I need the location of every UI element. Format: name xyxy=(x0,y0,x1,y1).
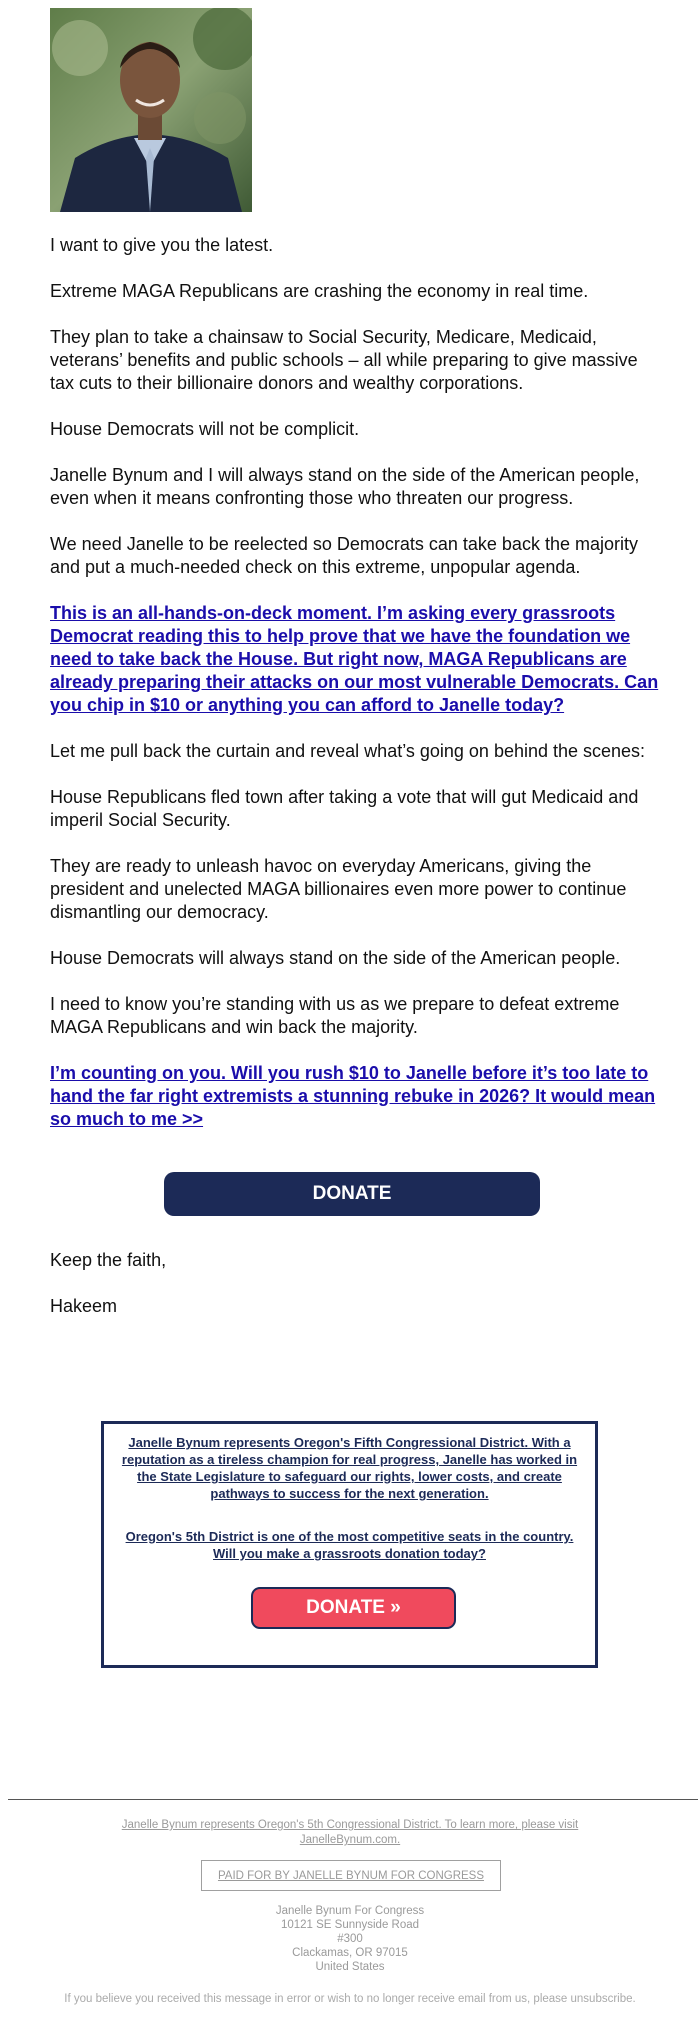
paragraph: Janelle Bynum and I will always stand on the side of the American people, even when it means confronting those who threaten our progress. xyxy=(50,465,640,508)
paragraph: House Republicans fled town after taking a vote that will gut Medicaid and imperil Social Security. xyxy=(50,787,639,830)
address-line: #300 xyxy=(337,1933,363,1945)
signature: Hakeem xyxy=(50,1296,118,1316)
donation-link-1[interactable]: This is an all-hands-on-deck moment. I’m asking every grassroots Democrat reading this to help prove that we have the foundation we need to take back the House. But right now, MAGA Republicans are already preparing their attacks on our most vulnerable Democrats. Can you chip in $10 or anything you can afford to Janelle today? xyxy=(50,603,659,715)
promo-donate-button[interactable]: DONATE » xyxy=(251,1587,456,1629)
promo-text-bio[interactable]: Janelle Bynum represents Oregon's Fifth Congressional District. With a reputation as a tireless champion for real progress, Janelle has worked in the State Legislature to safeguard our rights, lower costs, and create pathways to success for the next generation. xyxy=(121,1435,578,1501)
paragraph: House Democrats will not be complicit. xyxy=(50,419,360,439)
address-line: Clackamas, OR 97015 xyxy=(292,1947,408,1959)
donation-link-2[interactable]: I’m counting on you. Will you rush $10 to Janelle before it’s too late to hand the far right extremists a stunning rebuke in 2026? It would mean so much to me >> xyxy=(50,1063,656,1129)
unsubscribe-notice[interactable]: If you believe you received this message in error or wish to no longer receive email from us, please unsubscribe. xyxy=(64,1993,636,2005)
paragraph: Let me pull back the curtain and reveal what’s going on behind the scenes: xyxy=(50,741,646,761)
paragraph: We need Janelle to be reelected so Democrats can take back the majority and put a much-needed check on this extreme, unpopular agenda. xyxy=(50,534,638,577)
mailing-address xyxy=(200,1904,500,1974)
promo-text-ask[interactable]: Oregon's 5th District is one of the most competitive seats in the country. Will you make a grassroots donation today? xyxy=(125,1529,574,1561)
address-line: 10121 SE Sunnyside Road xyxy=(280,1919,420,1931)
paragraph: I need to know you’re standing with us as we prepare to defeat extreme MAGA Republicans and win back the majority. xyxy=(50,994,620,1037)
paragraph: I want to give you the latest. xyxy=(50,235,274,255)
address-line: United States xyxy=(315,1961,385,1973)
paragraph: They are ready to unleash havoc on everyday Americans, giving the president and unelected MAGA billionaires even more power to continue dismantling our democracy. xyxy=(50,856,627,922)
paragraph: Extreme MAGA Republicans are crashing the economy in real time. xyxy=(50,281,589,301)
signoff: Keep the faith, xyxy=(50,1250,167,1270)
paragraph: They plan to take a chainsaw to Social Security, Medicare, Medicaid, veterans’ benefits and public schools – all while preparing to give massive tax cuts to their billionaire donors and wealthy corporations. xyxy=(50,327,638,393)
paid-for-disclaimer[interactable]: PAID FOR BY JANELLE BYNUM FOR CONGRESS xyxy=(201,1860,501,1891)
email-body xyxy=(50,234,660,1154)
footer-note-link[interactable]: Janelle Bynum represents Oregon's 5th Congressional District. To learn more, please visit JanelleBynum.com. xyxy=(121,1819,579,1846)
footer-divider xyxy=(8,1799,698,1800)
hakeem-photo xyxy=(50,8,252,212)
paragraph: House Democrats will always stand on the side of the American people. xyxy=(50,948,621,968)
donate-button[interactable]: DONATE xyxy=(164,1172,540,1216)
address-line: Janelle Bynum For Congress xyxy=(275,1905,425,1917)
promo-box xyxy=(101,1421,598,1668)
signoff-block xyxy=(50,1249,166,1341)
